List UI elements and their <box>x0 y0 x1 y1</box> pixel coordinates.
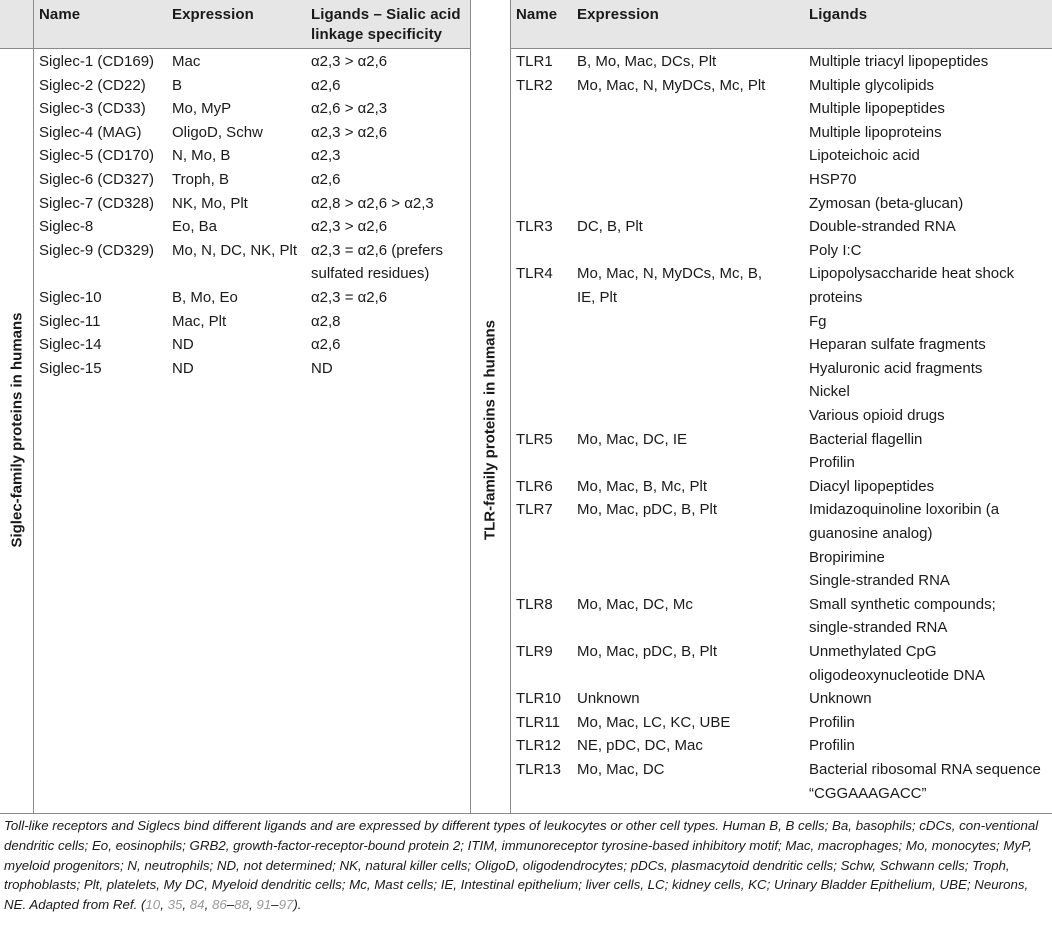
tlr-ligands-cell: Heparan sulfate fragments <box>809 336 986 354</box>
tlr-ligands-cell: Hyaluronic acid fragments <box>809 359 983 377</box>
left-header-name: Name <box>39 6 81 23</box>
tlr-ligands-cell: Double-stranded RNA <box>809 218 956 236</box>
siglec-expression-cell: N, Mo, B <box>172 147 231 165</box>
tlr-ligands-cell: Multiple glycolipids <box>809 76 935 94</box>
siglec-ligands-cell: α2,6 <box>311 76 341 94</box>
tlr-ligands-cell: Multiple lipopeptides <box>809 100 945 118</box>
tlr-ligands-cell: Bacterial flagellin <box>809 430 923 448</box>
tlr-ligands-cell: Zymosan (beta-glucan) <box>809 194 964 212</box>
tlr-name-cell: TLR1 <box>516 53 553 70</box>
siglec-name-cell: Siglec-8 <box>39 218 94 236</box>
tlr-expression-cell: Unknown <box>577 690 640 708</box>
siglec-ligands-cell: α2,8 <box>311 312 341 330</box>
tlr-expression-cell: Mo, Mac, DC, IE <box>577 430 688 448</box>
tlr-expression-cell: Mo, Mac, DC, Mc <box>577 595 693 613</box>
siglec-ligands-cell: α2,3 > α2,6 <box>311 218 388 236</box>
tlr-expression-cell: IE, Plt <box>577 289 618 306</box>
tlr-ligands-cell: Single-stranded RNA <box>809 572 950 590</box>
siglec-expression-cell: Mac, Plt <box>172 312 227 330</box>
caption-ref: 88 <box>234 897 249 913</box>
tlr-ligands-cell: Bacterial ribosomal RNA sequence <box>809 761 1041 778</box>
siglec-ligands-cell: ND <box>311 359 333 377</box>
tlr-name-cell: TLR12 <box>516 737 562 755</box>
tlr-name-cell: TLR8 <box>516 595 553 613</box>
tlr-name-cell: TLR11 <box>516 713 560 731</box>
caption-ref: 35 <box>167 897 183 913</box>
tlr-expression-cell: Mo, Mac, pDC, B, Plt <box>577 643 718 660</box>
caption-ref: 86 <box>211 897 227 913</box>
tlr-ligands-cell: Profilin <box>809 737 855 755</box>
siglec-expression-cell: ND <box>172 336 194 354</box>
caption-ref: 91 <box>256 897 272 913</box>
siglec-expression-cell: Mo, MyP <box>172 100 232 118</box>
tlr-ligands-cell: Various opioid drugs <box>809 407 945 424</box>
siglec-ligands-cell: α2,8 > α2,6 > α2,3 <box>311 194 434 212</box>
left-header-ligands-line1: Ligands – Sialic acid <box>311 6 461 23</box>
right-header-expression: Expression <box>577 6 659 23</box>
tlr-ligands-cell: Profilin <box>809 454 855 472</box>
siglec-name-cell: Siglec-6 (CD327) <box>39 171 155 188</box>
tlr-expression-cell: Mo, Mac, B, Mc, Plt <box>577 477 708 495</box>
tlr-expression-cell: Mo, Mac, N, MyDCs, Mc, Plt <box>577 76 766 94</box>
tlr-ligands-cell: “CGGAAAGACC” <box>809 784 927 802</box>
tlr-name-cell: TLR3 <box>516 218 553 236</box>
siglec-name-cell: Siglec-3 (CD33) <box>39 100 146 118</box>
caption-ref: 97 <box>278 897 294 913</box>
siglec-ligands-cell: α2,6 > α2,3 <box>311 100 388 118</box>
right-header-ligands: Ligands <box>809 6 868 23</box>
tlr-ligands-cell: Lipopolysaccharide heat shock <box>809 265 1015 283</box>
right-side-label: TLR-family proteins in humans <box>481 319 499 541</box>
tlr-ligands-cell: Unmethylated CpG <box>809 643 937 660</box>
left-corner-cell <box>0 0 34 48</box>
tlr-ligands-cell: single-stranded RNA <box>809 619 948 637</box>
middle-corner-cell <box>470 0 511 48</box>
table-caption: Toll-like receptors and Siglecs bind different ligands and are expressed by different types of leukocytes or other cell types. Human B, B cells; Ba, basophils; cDCs, con-ventional dendritic cells; Eo, eosinophils; GRB2, growth-factor-receptor-bound protein 2; ITIM, immunoreceptor tyrosine-based inhibitory motif; Mac, macrophages; Mo, monocytes; MyP, myeloid progenitors; N, neutrophils; ND, not determined; NK, natural killer cells; OligoD, oligodendrocytes; pDCs, plasmacytoid dendritic cells; Schw, Schwann cells; Troph, trophoblasts; Plt, platelets, My DC, Myeloid dendritic cells; Mc, Mast cells; IE, Intestinal epithelium; liver cells, LC; kidney cells, KC; Urinary Bladder Epithelium, UBE; Neurons, NE. Adapted from Ref. (10, 35, 84, 86–88, 91–97). <box>4 818 1039 913</box>
siglec-ligands-cell: α2,3 <box>311 147 341 165</box>
left-header-expression: Expression <box>172 6 254 23</box>
siglec-ligands-cell: α2,3 > α2,6 <box>311 53 388 70</box>
siglec-ligands-cell: α2,6 <box>311 336 341 354</box>
siglec-expression-cell: Mo, N, DC, NK, Plt <box>172 241 298 259</box>
siglec-expression-cell: OligoD, Schw <box>172 123 263 141</box>
siglec-expression-cell: NK, Mo, Plt <box>172 194 248 212</box>
left-side-label: Siglec-family proteins in humans <box>8 312 26 548</box>
tlr-ligands-cell: Lipoteichoic acid <box>809 147 920 165</box>
siglec-name-cell: Siglec-2 (CD22) <box>39 76 146 94</box>
tlr-expression-cell: Mo, Mac, DC <box>577 761 665 778</box>
tlr-name-cell: TLR7 <box>516 501 553 519</box>
tlr-ligands-cell: Small synthetic compounds; <box>809 595 996 613</box>
tlr-ligands-cell: Unknown <box>809 690 872 708</box>
siglec-name-cell: Siglec-14 <box>39 336 102 354</box>
caption-ref: 10 <box>145 897 161 913</box>
siglec-expression-cell: Eo, Ba <box>172 218 218 236</box>
siglec-ligands-cell: sulfated residues) <box>311 265 430 283</box>
caption-text: Toll-like receptors and Siglecs bind different ligands and are expressed by different types of leukocytes or other cell types. Human B, B cells; Ba, basophils; cDCs, con-ventional dendritic cells; Eo, eosinophils; GRB2, growth-factor-receptor-bound protein 2; ITIM, immunoreceptor tyrosine-based inhibitory motif; Mac, macrophages; Mo, monocytes; MyP, myeloid progenitors; N, neutrophils; ND, not determined; NK, natural killer cells; OligoD, oligodendrocytes; pDCs, plasmacytoid dendritic cells; Schw, Schwann cells; Troph, trophoblasts; Plt, platelets, My DC, Myeloid dendritic cells; Mc, Mast cells; IE, Intestinal epithelium; liver cells, LC; kidney cells, KC; Urinary Bladder Epithelium, UBE; Neurons, NE. Adapted from Ref. <box>4 818 1039 913</box>
right-header-name: Name <box>516 6 558 23</box>
siglec-expression-cell: Mac <box>172 53 201 70</box>
bottom-rule <box>0 813 1052 814</box>
tlr-ligands-cell: Multiple lipoproteins <box>809 123 942 141</box>
siglec-ligands-cell: α2,3 = α2,6 <box>311 289 388 306</box>
tlr-ligands-cell: Diacyl lipopeptides <box>809 477 935 495</box>
tlr-ligands-cell: HSP70 <box>809 171 857 188</box>
tlr-ligands-cell: Imidazoquinoline loxoribin (a <box>809 501 1000 519</box>
tlr-name-cell: TLR2 <box>516 76 553 94</box>
tlr-expression-cell: NE, pDC, DC, Mac <box>577 737 703 755</box>
siglec-ligands-cell: α2,3 = α2,6 (prefers <box>311 241 443 259</box>
tlr-name-cell: TLR4 <box>516 265 553 283</box>
tlr-ligands-cell: Fg <box>809 312 827 330</box>
siglec-name-cell: Siglec-9 (CD329) <box>39 241 155 259</box>
siglec-ligands-cell: α2,3 > α2,6 <box>311 123 388 141</box>
tlr-name-cell: TLR5 <box>516 430 553 448</box>
tlr-expression-cell: B, Mo, Mac, DCs, Plt <box>577 53 717 70</box>
tlr-expression-cell: Mo, Mac, LC, KC, UBE <box>577 713 731 731</box>
tlr-ligands-cell: Multiple triacyl lipopeptides <box>809 53 989 70</box>
tlr-ligands-cell: Poly I:C <box>809 241 862 259</box>
tlr-expression-cell: Mo, Mac, N, MyDCs, Mc, B, <box>577 265 763 283</box>
tlr-ligands-cell: Bropirimine <box>809 548 885 566</box>
tlr-expression-cell: DC, B, Plt <box>577 218 643 236</box>
siglec-name-cell: Siglec-1 (CD169) <box>39 53 155 70</box>
siglec-name-cell: Siglec-4 (MAG) <box>39 123 142 141</box>
tlr-ligands-cell: proteins <box>809 289 863 306</box>
tlr-ligands-cell: Profilin <box>809 713 855 731</box>
tlr-name-cell: TLR10 <box>516 690 562 708</box>
tlr-ligands-cell: Nickel <box>809 383 850 401</box>
siglec-name-cell: Siglec-5 (CD170) <box>39 147 155 165</box>
siglec-expression-cell: ND <box>172 359 194 377</box>
tlr-name-cell: TLR6 <box>516 477 553 495</box>
siglec-expression-cell: B, Mo, Eo <box>172 289 238 306</box>
tlr-expression-cell: Mo, Mac, pDC, B, Plt <box>577 501 718 519</box>
tlr-ligands-cell: oligodeoxynucleotide DNA <box>809 666 985 684</box>
tlr-name-cell: TLR13 <box>516 761 562 778</box>
siglec-name-cell: Siglec-15 <box>39 359 102 377</box>
tlr-name-cell: TLR9 <box>516 643 553 660</box>
caption-ref: 84 <box>189 897 205 913</box>
tlr-ligands-cell: guanosine analog) <box>809 525 933 542</box>
siglec-name-cell: Siglec-11 <box>39 312 101 330</box>
siglec-name-cell: Siglec-7 (CD328) <box>39 194 155 212</box>
siglec-name-cell: Siglec-10 <box>39 289 102 306</box>
siglec-expression-cell: B <box>172 76 183 94</box>
left-header-ligands-line2: linkage specificity <box>311 26 443 43</box>
siglec-ligands-cell: α2,6 <box>311 171 341 188</box>
siglec-expression-cell: Troph, B <box>172 171 229 188</box>
